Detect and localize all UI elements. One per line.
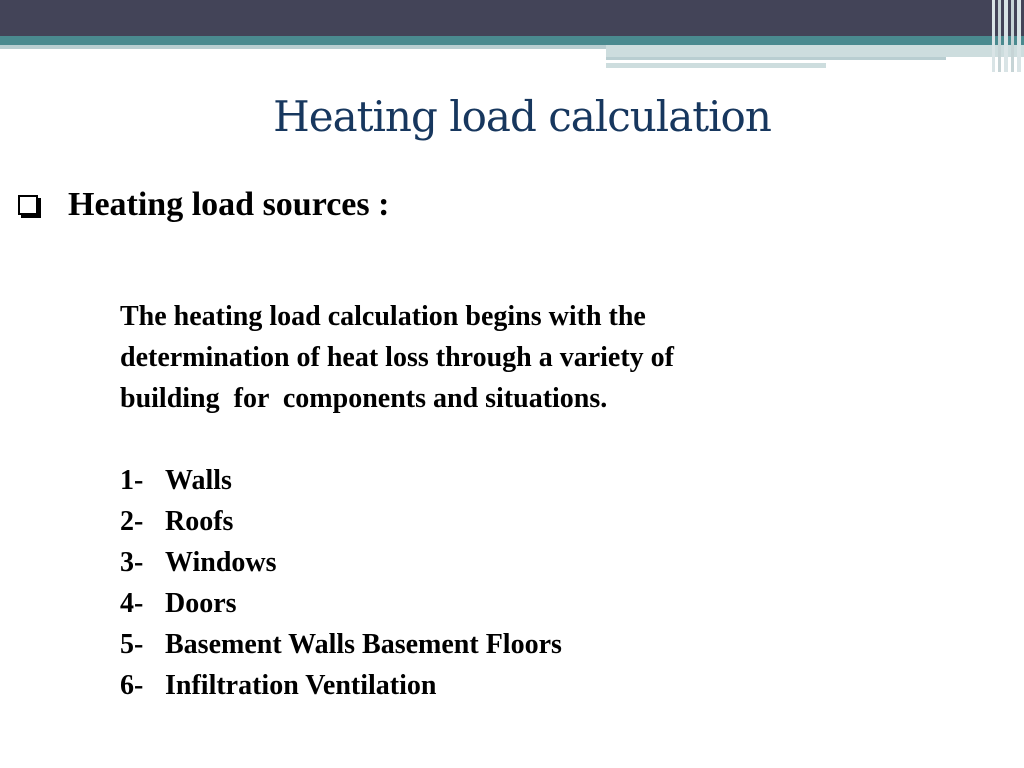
list-item-label: Roofs [165, 506, 234, 537]
list-item [120, 542, 562, 583]
intro-line: The heating load calculation begins with the [120, 301, 646, 332]
header-light-stripe [606, 57, 946, 60]
header-edge-line [1017, 0, 1021, 72]
header-edge-line [992, 0, 995, 72]
header-light-stripe [0, 45, 606, 49]
sources-list [120, 460, 562, 706]
list-item-number: 4- [120, 588, 144, 619]
list-item-label: Basement Walls Basement Floors [165, 629, 562, 660]
header-light-stripe [606, 45, 1024, 57]
intro-line: building for components and situations. [120, 383, 608, 414]
bullet-text: Heating load sources : [68, 186, 390, 223]
list-item [120, 624, 562, 665]
slide-title: Heating load calculation [273, 92, 771, 141]
list-item-label: Doors [165, 588, 237, 619]
checkbox-icon [18, 195, 38, 215]
bullet-heading [18, 186, 389, 224]
list-item-number: 2- [120, 506, 144, 537]
header-light-stripe [606, 63, 826, 68]
header-edge-line [1011, 0, 1014, 72]
list-item-label: Walls [165, 465, 232, 496]
list-item [120, 583, 562, 624]
list-item [120, 665, 562, 706]
header-edge-line [998, 0, 1001, 72]
intro-line: determination of heat loss through a variety of [120, 342, 674, 373]
list-item-number: 6- [120, 670, 144, 701]
header-dark-band [0, 0, 1024, 36]
list-item [120, 460, 562, 501]
header-teal-stripe [0, 36, 1024, 45]
list-item-label: Infiltration Ventilation [165, 670, 437, 701]
list-item-number: 1- [120, 465, 144, 496]
list-item-number: 3- [120, 547, 144, 578]
list-item [120, 501, 562, 542]
intro-paragraph [120, 296, 820, 419]
header-edge-line [1004, 0, 1008, 72]
list-item-label: Windows [165, 547, 277, 578]
list-item-number: 5- [120, 629, 144, 660]
